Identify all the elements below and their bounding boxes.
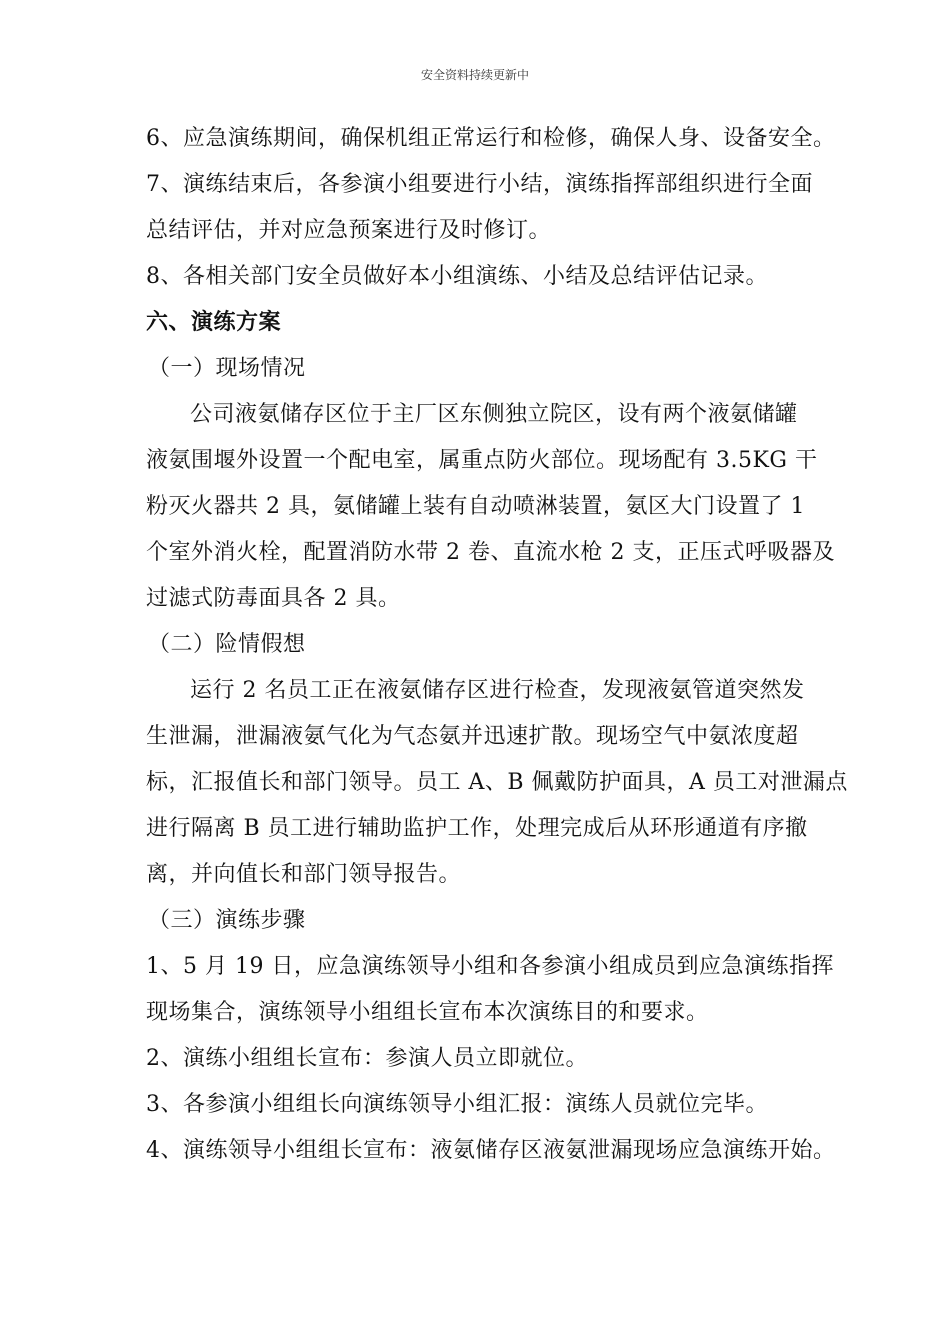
page-header: 安全资料持续更新中 — [420, 68, 529, 82]
paragraph-line: 离，并向值长和部门领导报告。 — [146, 862, 462, 887]
paragraph-line: 2、演练小组组长宣布：参演人员立即就位。 — [146, 1046, 588, 1071]
paragraph-line: 标，汇报值长和部门领导。员工 A、B 佩戴防护面具，A 员工对泄漏点 — [146, 770, 848, 795]
subsection-heading: （三）演练步骤 — [148, 908, 306, 933]
paragraph-line: 过滤式防毒面具各 2 具。 — [146, 586, 401, 611]
paragraph-line: 1、5 月 19 日，应急演练领导小组和各参演小组成员到应急演练指挥 — [146, 954, 834, 979]
paragraph-line: 6、应急演练期间，确保机组正常运行和检修，确保人身、设备安全。 — [146, 126, 836, 151]
paragraph-line: 运行 2 名员工正在液氨储存区进行检查，发现液氨管道突然发 — [190, 678, 805, 703]
document-body — [146, 116, 846, 1174]
paragraph-line: 3、各参演小组组长向演练领导小组汇报：演练人员就位完毕。 — [146, 1092, 768, 1117]
paragraph-line: 公司液氨储存区位于主厂区东侧独立院区，设有两个液氨储罐 — [190, 402, 798, 427]
paragraph-line: 8、各相关部门安全员做好本小组演练、小结及总结评估记录。 — [146, 264, 768, 289]
subsection-heading: （一）现场情况 — [148, 356, 306, 381]
paragraph-line: 粉灭火器共 2 具，氨储罐上装有自动喷淋装置，氨区大门设置了 1 — [146, 494, 805, 519]
paragraph-line: 进行隔离 B 员工进行辅助监护工作，处理完成后从环形通道有序撤 — [146, 816, 808, 841]
paragraph-line: 现场集合，演练领导小组组长宣布本次演练目的和要求。 — [146, 1000, 709, 1025]
paragraph-line: 个室外消火栓，配置消防水带 2 卷、直流水枪 2 支，正压式呼吸器及 — [146, 540, 835, 565]
section-heading: 六、演练方案 — [146, 310, 282, 335]
paragraph-line: 4、演练领导小组组长宣布：液氨储存区液氨泄漏现场应急演练开始。 — [146, 1138, 836, 1163]
paragraph-line: 液氨围堰外设置一个配电室，属重点防火部位。现场配有 3.5KG 干 — [146, 448, 818, 473]
paragraph-line: 7、演练结束后，各参演小组要进行小结，演练指挥部组织进行全面 — [146, 172, 813, 197]
subsection-heading: （二）险情假想 — [148, 632, 306, 657]
paragraph-line: 生泄漏，泄漏液氨气化为气态氨并迅速扩散。现场空气中氨浓度超 — [146, 724, 799, 749]
paragraph-line: 总结评估，并对应急预案进行及时修订。 — [146, 218, 552, 243]
